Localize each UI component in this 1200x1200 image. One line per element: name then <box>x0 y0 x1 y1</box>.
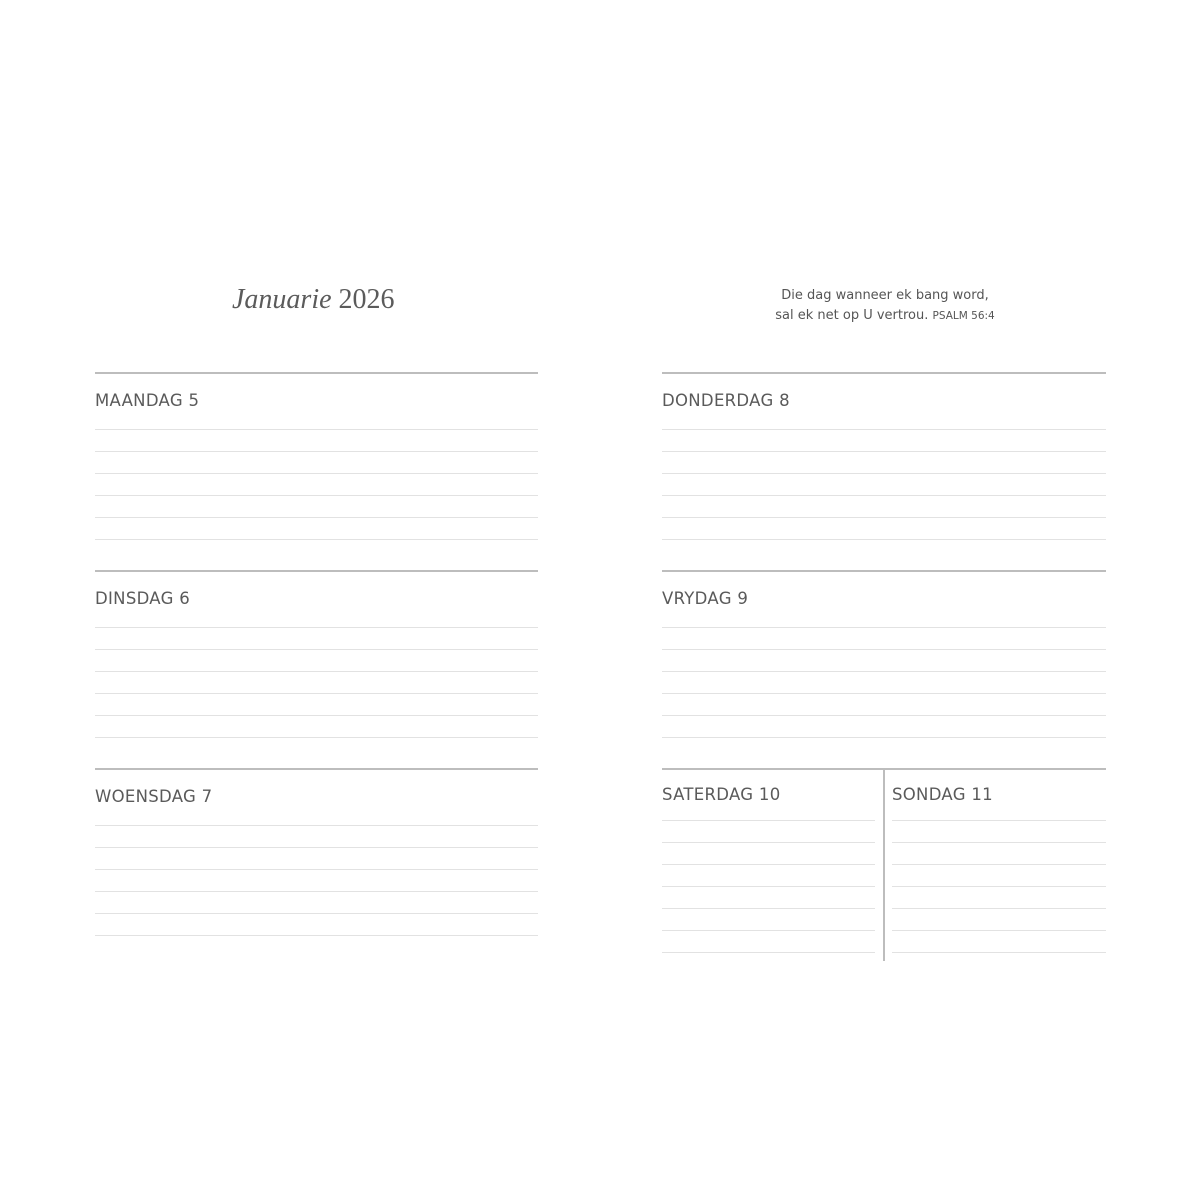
writing-line <box>95 693 538 694</box>
writing-line <box>662 886 875 887</box>
writing-line <box>95 869 538 870</box>
day-block-wednesday[interactable] <box>95 768 538 960</box>
writing-line <box>892 820 1106 821</box>
writing-line <box>662 429 1106 430</box>
writing-line <box>95 429 538 430</box>
writing-line <box>662 495 1106 496</box>
writing-line <box>95 539 538 540</box>
writing-line <box>95 935 538 936</box>
writing-line <box>662 671 1106 672</box>
year-label: 2026 <box>338 284 395 315</box>
writing-line <box>892 952 1106 953</box>
writing-line <box>662 952 875 953</box>
month-label: Januarie <box>232 284 332 315</box>
day-block-monday[interactable] <box>95 372 538 564</box>
writing-line <box>662 693 1106 694</box>
day-label: DINSDAG 6 <box>95 589 191 608</box>
day-label: DONDERDAG 8 <box>662 391 790 410</box>
writing-line <box>95 451 538 452</box>
day-block-sunday[interactable] <box>892 768 1106 958</box>
day-block-thursday[interactable] <box>662 372 1106 564</box>
writing-line <box>95 495 538 496</box>
scripture-quote <box>700 286 1070 326</box>
writing-line <box>662 930 875 931</box>
day-block-saturday[interactable] <box>662 768 875 958</box>
writing-line <box>662 842 875 843</box>
writing-line <box>892 886 1106 887</box>
day-label: WOENSDAG 7 <box>95 787 213 806</box>
day-label: VRYDAG 9 <box>662 589 749 608</box>
weekend-divider <box>883 769 885 961</box>
day-label: SATERDAG 10 <box>662 785 781 804</box>
writing-line <box>95 671 538 672</box>
writing-line <box>892 930 1106 931</box>
writing-line <box>662 864 875 865</box>
day-block-friday[interactable] <box>662 570 1106 762</box>
writing-line <box>662 715 1106 716</box>
page-title <box>232 284 395 316</box>
writing-line <box>662 649 1106 650</box>
writing-line <box>95 517 538 518</box>
writing-line <box>95 649 538 650</box>
writing-line <box>662 473 1106 474</box>
writing-line <box>95 737 538 738</box>
writing-line <box>662 539 1106 540</box>
writing-line <box>662 737 1106 738</box>
writing-line <box>95 913 538 914</box>
writing-line <box>662 517 1106 518</box>
writing-line <box>95 627 538 628</box>
writing-line <box>662 451 1106 452</box>
writing-line <box>662 627 1106 628</box>
day-label: MAANDAG 5 <box>95 391 200 410</box>
day-label: SONDAG 11 <box>892 785 993 804</box>
writing-line <box>662 820 875 821</box>
writing-line <box>892 842 1106 843</box>
writing-line <box>892 908 1106 909</box>
day-block-tuesday[interactable] <box>95 570 538 762</box>
quote-line-2: sal ek net op U vertrou. <box>775 308 929 323</box>
writing-line <box>95 891 538 892</box>
writing-line <box>95 847 538 848</box>
writing-line <box>95 473 538 474</box>
quote-line-1: Die dag wanneer ek bang word, <box>781 288 989 303</box>
writing-line <box>662 908 875 909</box>
writing-line <box>95 825 538 826</box>
quote-reference: PSALM 56:4 <box>932 310 995 322</box>
writing-line <box>95 715 538 716</box>
writing-line <box>892 864 1106 865</box>
